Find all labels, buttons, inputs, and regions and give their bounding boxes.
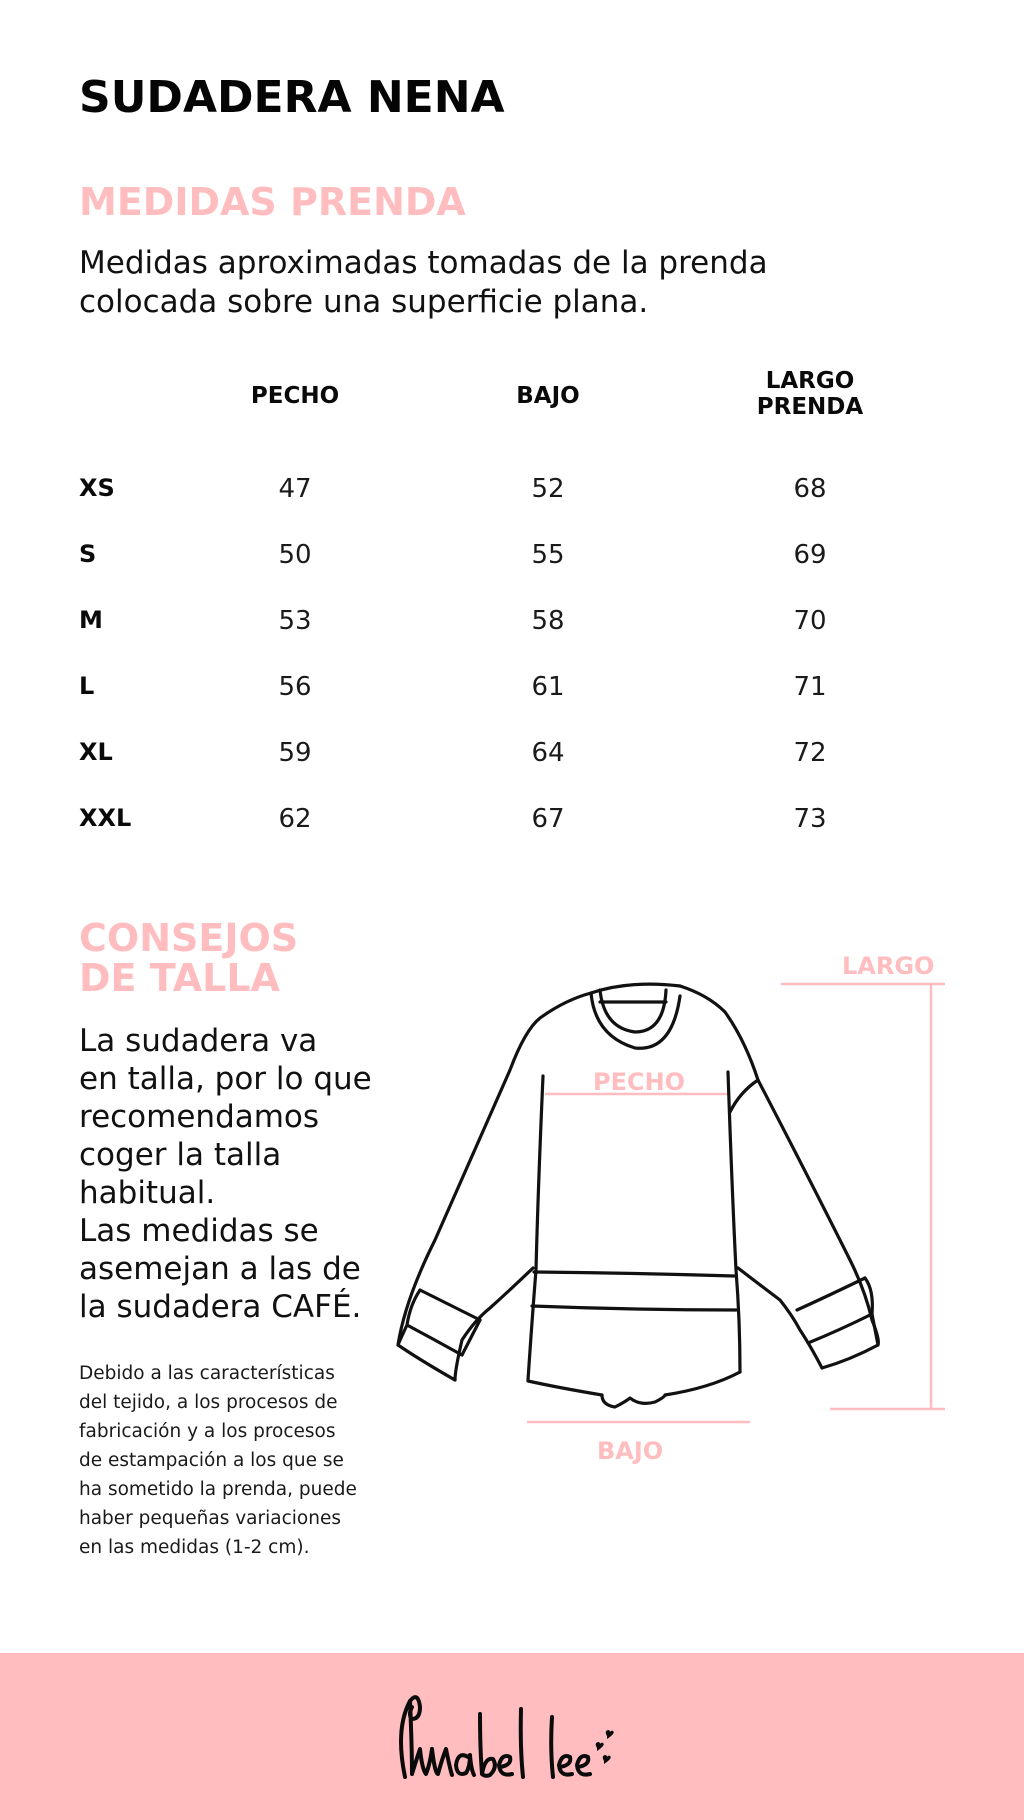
sweatshirt-outline <box>398 984 878 1407</box>
advice-heading-line: DE TALLA <box>79 956 280 1000</box>
table-row <box>0 804 1024 844</box>
bajo-value: 55 <box>531 540 565 570</box>
column-header-bajo: BAJO <box>516 383 580 409</box>
table-row <box>0 672 1024 712</box>
largo-label: LARGO <box>842 952 935 980</box>
footer <box>0 1653 1024 1820</box>
note-line: de estampación a los que se <box>79 1450 344 1471</box>
size-label: S <box>79 540 97 568</box>
hearts-icon <box>596 1730 614 1764</box>
measurement-diagram <box>390 940 990 1500</box>
size-label: XS <box>79 474 115 502</box>
column-header-line: PRENDA <box>756 394 864 420</box>
pecho-value: 47 <box>278 474 312 504</box>
size-label: L <box>79 672 95 700</box>
table-row <box>0 606 1024 646</box>
measurements-heading: MEDIDAS PRENDA <box>79 180 466 224</box>
note-line: haber pequeñas variaciones <box>79 1508 341 1529</box>
brand-logo <box>390 1689 640 1789</box>
bajo-value: 61 <box>531 672 565 702</box>
sweatshirt-illustration <box>390 940 990 1500</box>
note-line: en las medidas (1-2 cm). <box>79 1537 310 1558</box>
advice-line: recomendamos <box>79 1099 320 1135</box>
bajo-value: 67 <box>531 804 565 834</box>
pecho-value: 59 <box>278 738 312 768</box>
largo-value: 68 <box>793 474 827 504</box>
advice-line: asemejan a las de <box>79 1251 361 1287</box>
bajo-value: 64 <box>531 738 565 768</box>
pecho-value: 56 <box>278 672 312 702</box>
intro-line: colocada sobre una superficie plana. <box>79 284 649 320</box>
bajo-value: 58 <box>531 606 565 636</box>
advice-line: Las medidas se <box>79 1213 319 1249</box>
bajo-value: 52 <box>531 474 565 504</box>
table-row <box>0 474 1024 514</box>
size-label: M <box>79 606 103 634</box>
measurement-lines <box>527 984 945 1422</box>
pecho-label: PECHO <box>593 1068 686 1096</box>
table-row <box>0 738 1024 778</box>
pecho-value: 62 <box>278 804 312 834</box>
intro-line: Medidas aproximadas tomadas de la prenda <box>79 245 768 281</box>
variation-note <box>79 1359 357 1562</box>
advice-line: en talla, por lo que <box>79 1061 372 1097</box>
note-line: Debido a las características <box>79 1363 335 1384</box>
column-header-largo-prenda <box>730 368 890 420</box>
column-header-line: LARGO <box>765 368 855 394</box>
advice-body <box>79 1022 372 1326</box>
advice-line: coger la talla <box>79 1137 282 1173</box>
largo-value: 71 <box>793 672 827 702</box>
largo-value: 70 <box>793 606 827 636</box>
advice-line: la sudadera CAFÉ. <box>79 1289 362 1325</box>
brand-logo-script <box>390 1689 640 1789</box>
largo-value: 72 <box>793 738 827 768</box>
size-label: XXL <box>79 804 132 832</box>
column-header-pecho: PECHO <box>250 383 340 409</box>
note-line: fabricación y a los procesos <box>79 1421 336 1442</box>
bajo-label: BAJO <box>597 1437 664 1465</box>
table-row <box>0 540 1024 580</box>
advice-heading <box>79 918 298 998</box>
advice-line: La sudadera va <box>79 1023 318 1059</box>
advice-line: habitual. <box>79 1175 216 1211</box>
largo-value: 69 <box>793 540 827 570</box>
note-line: del tejido, a los procesos de <box>79 1392 338 1413</box>
largo-value: 73 <box>793 804 827 834</box>
pecho-value: 50 <box>278 540 312 570</box>
note-line: ha sometido la prenda, puede <box>79 1479 357 1500</box>
pecho-value: 53 <box>278 606 312 636</box>
size-label: XL <box>79 738 113 766</box>
advice-heading-line: CONSEJOS <box>79 916 299 960</box>
page-title: SUDADERA NENA <box>79 72 505 123</box>
measurements-intro <box>79 244 768 322</box>
